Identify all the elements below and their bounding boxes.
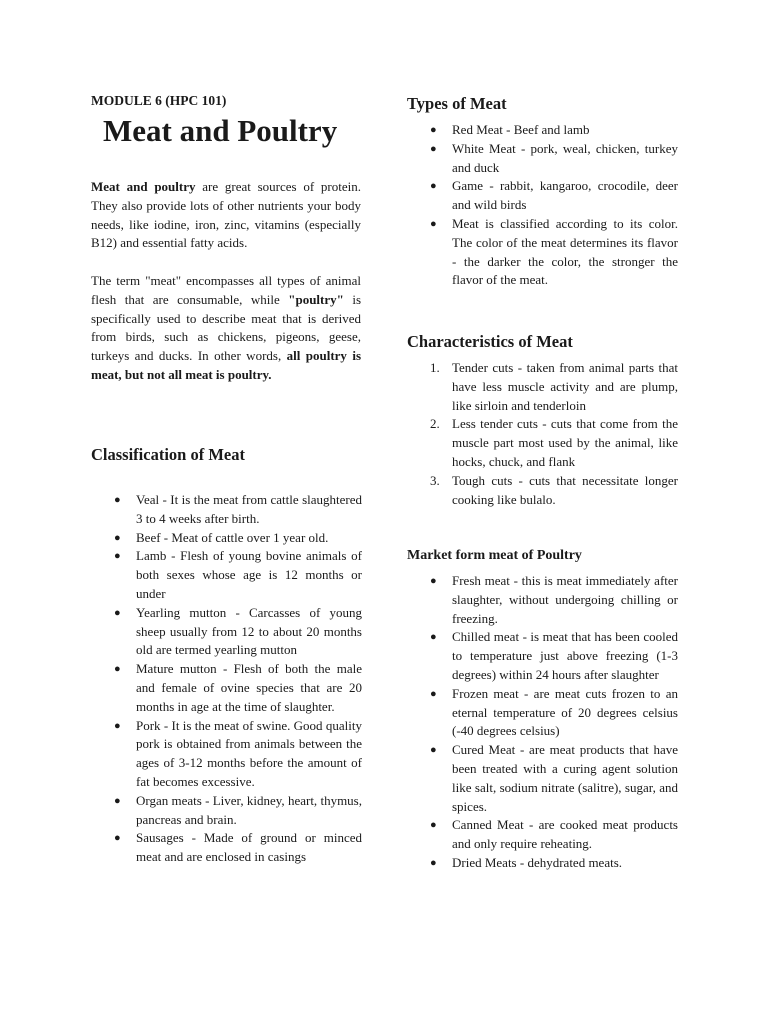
- list-item-text: Sausages - Made of ground or minced meat and are enclosed in casings: [136, 830, 362, 865]
- bullet-icon: ●: [430, 217, 437, 230]
- list-item: [114, 829, 362, 867]
- list-item-text: Dried Meats - dehydrated meats.: [452, 854, 623, 870]
- bullet-icon: ●: [430, 180, 437, 193]
- list-item: [114, 529, 362, 548]
- intro-p2-text-a: The term "meat" encompasses all types of animal flesh that are consumable, while: [91, 273, 361, 307]
- bullet-icon: ●: [430, 631, 437, 644]
- list-item-text: White Meat - pork, weal, chicken, turkey and duck: [452, 140, 678, 175]
- list-number: 3.: [430, 472, 440, 488]
- list-item-text: Organ meats - Liver, kidney, heart, thymus, pancreas and brain.: [136, 792, 362, 827]
- bullet-icon: ●: [430, 819, 437, 832]
- list-item-text: Red Meat - Beef and lamb: [452, 122, 590, 137]
- bullet-icon: ●: [430, 856, 437, 869]
- list-item-text: Beef - Meat of cattle over 1 year old.: [136, 529, 329, 545]
- list-item-text: Fresh meat - this is meat immediately after slaughter, without undergoing chilling or freezing.: [452, 573, 678, 626]
- list-item: [114, 547, 362, 603]
- list-item-text: Yearling mutton - Carcasses of young sheep usually from 12 to about 20 months old are termed yearling mutton: [136, 604, 362, 658]
- list-item: [430, 741, 678, 816]
- list-item-text: Lamb - Flesh of young bovine animals of both sexes whose age is 12 months or under: [136, 548, 362, 601]
- intro-p2-bold-poultry: "poultry": [288, 291, 344, 307]
- bullet-icon: ●: [114, 494, 121, 506]
- list-item: [430, 628, 678, 684]
- list-item: [430, 121, 678, 140]
- intro-p2-bold-conclusion: all poultry is meat, but not all meat is poultry.: [91, 348, 361, 382]
- list-item-text: Cured Meat - are meat products that have been treated with a curing agent solution like salt, sodium nitrate (salitre), sugar, and spices.: [452, 742, 678, 814]
- bullet-icon: ●: [430, 142, 437, 155]
- list-item-text: Game - rabbit, kangaroo, crocodile, deer and wild birds: [452, 178, 678, 213]
- list-number: 2.: [430, 416, 440, 432]
- bullet-icon: ●: [430, 687, 437, 700]
- intro-p2-text-c: is specifically used to describe meat that is derived from birds, such as chickens, pigeons, geese, turkeys and ducks. In other words,: [91, 291, 362, 364]
- bullet-icon: ●: [114, 663, 121, 676]
- bullet-icon: ●: [114, 794, 121, 807]
- list-item: [114, 491, 362, 529]
- list-item: [430, 816, 678, 854]
- list-item: [430, 472, 678, 510]
- intro-paragraph-2: [91, 272, 361, 385]
- bullet-icon: ●: [114, 531, 121, 544]
- bullet-icon: ●: [114, 550, 121, 563]
- intro-bold-term: Meat and poultry: [91, 179, 196, 194]
- list-item: [114, 660, 362, 716]
- bullet-icon: ●: [114, 719, 121, 732]
- list-number: 1.: [430, 360, 440, 375]
- list-item-text: Tender cuts - taken from animal parts that have less muscle activity and are plump, like sirloin and tenderloin: [452, 360, 678, 413]
- types-heading: Types of Meat: [407, 94, 507, 113]
- intro-paragraph-1: [91, 178, 361, 253]
- intro-p1-text: are great sources of protein. They also provide lots of other nutrients your body needs, like iodine, iron, zinc, vitamins (especially B12) and essential fatty acids.: [91, 179, 361, 251]
- list-item-text: Mature mutton - Flesh of both the male and female of ovine species that are 20 months in age at the time of slaughter.: [136, 661, 362, 714]
- bullet-icon: ●: [114, 832, 121, 845]
- list-item-text: Less tender cuts - cuts that come from the muscle part most used by the animal, like hocks, chuck, and flank: [452, 416, 678, 469]
- list-item: [430, 685, 678, 741]
- market-heading: Market form meat of Poultry: [407, 548, 582, 563]
- list-item: [114, 604, 362, 660]
- list-item: [430, 215, 678, 290]
- module-label: MODULE 6 (HPC 101): [91, 93, 227, 108]
- bullet-icon: ●: [430, 575, 437, 587]
- bullet-icon: ●: [430, 744, 437, 757]
- classification-heading: Classification of Meat: [91, 445, 245, 464]
- list-item: [114, 792, 362, 830]
- page-title: Meat and Poultry: [103, 113, 338, 148]
- market-list: [430, 572, 678, 873]
- list-item-text: Canned Meat - are cooked meat products and only require reheating.: [452, 817, 678, 852]
- list-item-text: Pork - It is the meat of swine. Good quality pork is obtained from animals between the ages of 3-12 months before the amount of fat becomes excessive.: [136, 717, 362, 789]
- bullet-icon: ●: [430, 124, 437, 136]
- characteristics-list: [430, 359, 678, 509]
- classification-list: [114, 491, 362, 867]
- list-item-text: Chilled meat - is meat that has been cooled to temperature just above freezing (1-3 degrees) within 24 hours after slaughter: [452, 629, 678, 682]
- list-item-text: Meat is classified according to its color. The color of the meat determines its flavor - the darker the color, the stronger the flavor of the meat.: [452, 215, 678, 288]
- list-item: [430, 359, 678, 415]
- list-item: [430, 140, 678, 178]
- list-item-text: Frozen meat - are meat cuts frozen to an eternal temperature of 20 degrees celsius (-40 degrees celsius): [452, 685, 678, 739]
- bullet-icon: ●: [114, 606, 121, 619]
- list-item-text: Tough cuts - cuts that necessitate longer cooking like bulalo.: [452, 472, 678, 507]
- list-item: [430, 572, 678, 628]
- list-item-text: Veal - It is the meat from cattle slaughtered 3 to 4 weeks after birth.: [136, 492, 362, 526]
- list-item: [430, 177, 678, 215]
- characteristics-heading: Characteristics of Meat: [407, 332, 573, 351]
- list-item: [430, 415, 678, 471]
- types-list: [430, 121, 678, 290]
- list-item: [430, 854, 678, 873]
- list-item: [114, 717, 362, 792]
